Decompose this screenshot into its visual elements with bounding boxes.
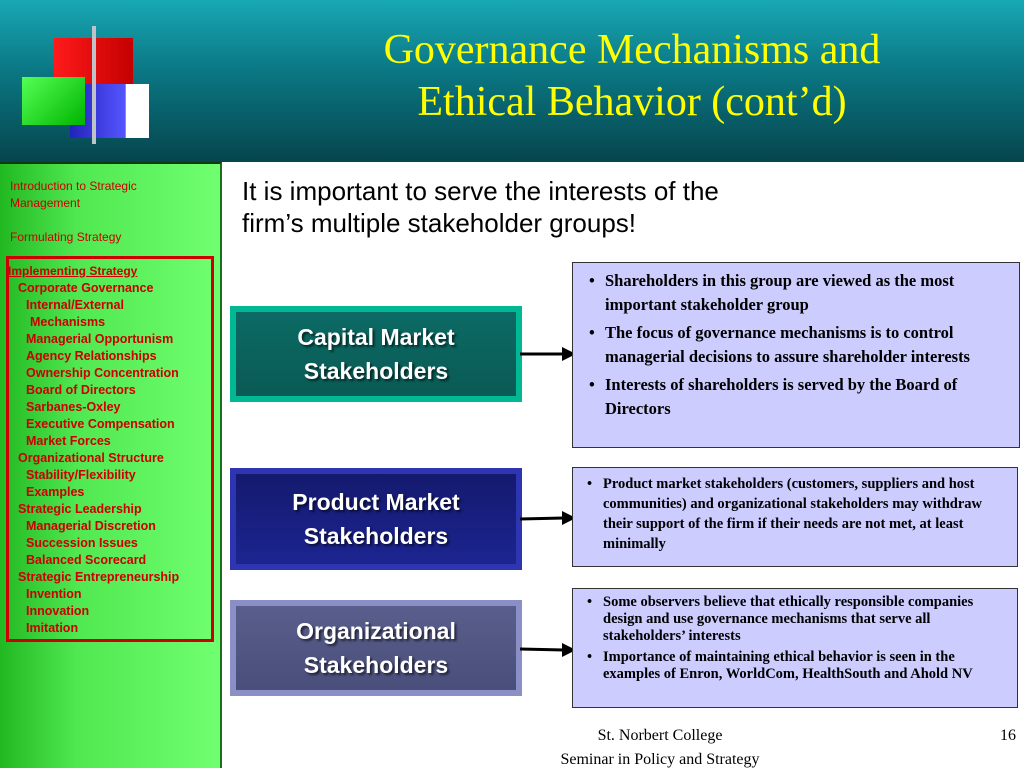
sidebar-item-market-forces[interactable]: Market Forces — [26, 434, 111, 448]
sidebar-item-executive-compensation[interactable]: Executive Compensation — [26, 417, 175, 431]
organizational-description — [572, 588, 1018, 708]
sidebar-item-stability-flexibility[interactable]: Stability/Flexibility — [26, 468, 136, 482]
slide-title-line2: Ethical Behavior (cont’d) — [417, 79, 847, 125]
sidebar-item-strategic-leadership[interactable]: Strategic Leadership — [18, 502, 142, 516]
footer-line2: Seminar in Policy and Strategy — [560, 751, 760, 768]
sidebar-item-agency-relationships[interactable]: Agency Relationships — [26, 349, 157, 363]
sidebar-item-corporate-governance[interactable]: Corporate Governance — [18, 281, 154, 295]
sidebar-item-succession-issues[interactable]: Succession Issues — [26, 536, 138, 550]
sidebar-item-imitation[interactable]: Imitation — [26, 621, 79, 635]
sidebar-item-managerial-discretion[interactable]: Managerial Discretion — [26, 519, 156, 533]
main-heading-line1: It is important to serve the interests of the — [242, 176, 719, 206]
product-market-stakeholders-box — [230, 468, 522, 570]
product-market-label-line2: Stakeholders — [303, 523, 449, 549]
capital-market-label — [236, 312, 516, 396]
organizational-label — [236, 606, 516, 690]
capital-market-bullet: • The focus of governance mechanisms is to control managerial decisions to assure shareholder interests — [605, 321, 1009, 369]
sidebar-subitems — [0, 280, 214, 637]
capital-market-label-line1: Capital Market — [297, 324, 455, 350]
product-market-arrow-icon — [520, 508, 576, 528]
sidebar-item-introduction[interactable] — [10, 178, 210, 212]
sidebar-item-internal-external[interactable]: Internal/External — [26, 298, 124, 312]
sidebar-item-board-of-directors[interactable]: Board of Directors — [26, 383, 136, 397]
sidebar-intro-line1: Introduction to Strategic — [10, 179, 137, 193]
sidebar-item-organizational-structure[interactable]: Organizational Structure — [18, 451, 164, 465]
sidebar-item-invention[interactable]: Invention — [26, 587, 82, 601]
sidebar-intro-line2: Management — [10, 196, 81, 210]
sidebar-item-implementing[interactable]: Implementing Strategy — [8, 264, 138, 278]
product-market-description — [572, 467, 1018, 567]
capital-market-label-line2: Stakeholders — [303, 358, 449, 384]
capital-market-stakeholders-box — [230, 306, 522, 402]
main-heading-line2: firm’s multiple stakeholder groups! — [242, 208, 637, 238]
slide-title — [300, 24, 964, 128]
sidebar-item-balanced-scorecard[interactable]: Balanced Scorecard — [26, 553, 147, 567]
sidebar-item-innovation[interactable]: Innovation — [26, 604, 90, 618]
sidebar-item-sarbanes-oxley[interactable]: Sarbanes-Oxley — [26, 400, 121, 414]
page-number: 16 — [1000, 727, 1016, 744]
organizational-label-line1: Organizational — [296, 618, 456, 644]
sidebar-item-examples[interactable]: Examples — [26, 485, 85, 499]
slide-header — [0, 0, 1024, 162]
slide-footer — [460, 724, 860, 772]
green-square-shape — [22, 77, 85, 125]
logo-graphic — [0, 0, 160, 150]
organizational-bullet: • Some observers believe that ethically responsible companies design and use governance mechanisms that serve all stakeholders’ interests — [603, 594, 1005, 645]
logo-bar — [92, 26, 96, 144]
sidebar-nav — [0, 162, 222, 768]
product-market-label — [236, 474, 516, 564]
capital-market-arrow-icon — [520, 344, 576, 364]
organizational-label-line2: Stakeholders — [303, 652, 449, 678]
capital-market-bullet: • Interests of shareholders is served by the Board of Directors — [605, 373, 1009, 421]
slide-title-line1: Governance Mechanisms and — [383, 27, 881, 73]
footer-line1: St. Norbert College — [597, 727, 723, 744]
organizational-bullet: • Importance of maintaining ethical behavior is seen in the examples of Enron, WorldCom, HealthSouth and Ahold NV — [603, 649, 1005, 683]
sidebar-item-formulating[interactable]: Formulating Strategy — [10, 230, 122, 244]
organizational-stakeholders-box — [230, 600, 522, 696]
capital-market-bullet: • Shareholders in this group are viewed as the most important stakeholder group — [605, 269, 1009, 317]
capital-market-description — [572, 262, 1020, 448]
sidebar-item-managerial-opportunism[interactable]: Managerial Opportunism — [26, 332, 174, 346]
sidebar-item-mechanisms[interactable]: Mechanisms — [30, 315, 106, 329]
product-market-label-line1: Product Market — [292, 489, 460, 515]
sidebar-item-strategic-entrepreneurship[interactable]: Strategic Entrepreneurship — [18, 570, 180, 584]
product-market-bullet: • Product market stakeholders (customers, suppliers and host communities) and organizational stakeholders may withdraw their support of the firm if their needs are not met, at least minimally — [603, 474, 1005, 554]
organizational-arrow-icon — [520, 640, 576, 660]
sidebar-item-ownership-concentration[interactable]: Ownership Concentration — [26, 366, 179, 380]
main-heading — [242, 175, 922, 239]
